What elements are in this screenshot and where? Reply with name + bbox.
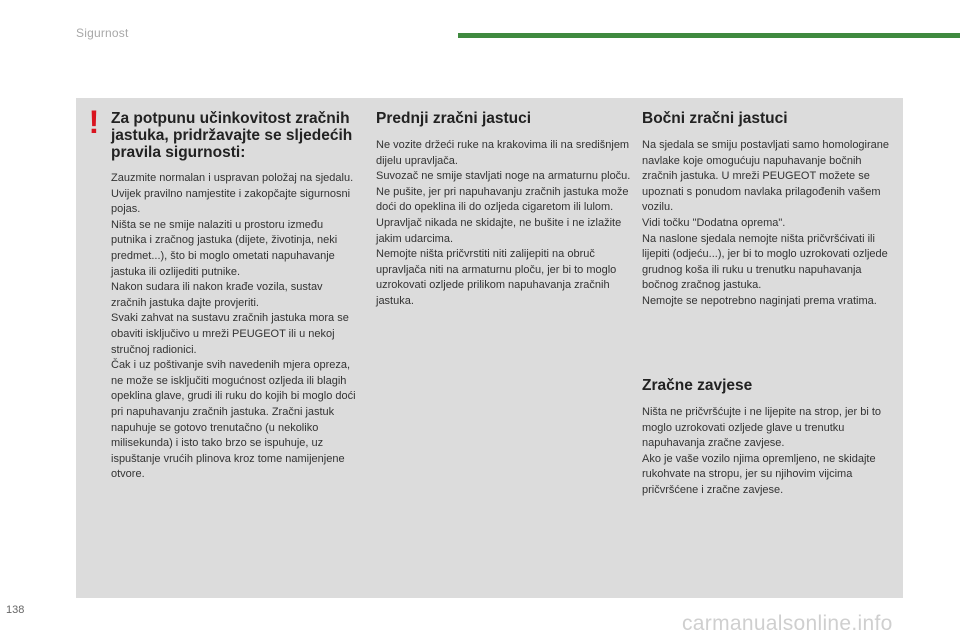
warning-paragraph: Svaki zahvat na sustavu zračnih jastuka mora se obaviti isključivo u mreži PEUGEOT ili u nekoj stručnoj radionici. (111, 312, 349, 356)
exclamation-icon: ! (88, 104, 100, 140)
side-airbags-paragraph: Na sjedala se smiju postavljati samo homologirane navlake koje omogućuju napuhavanje bočnih zračnih jastuka. U mreži PEUGEOT možete se upoznati s ponudom navlaka prilagođenih vašem vozilu. (642, 139, 890, 214)
side-airbags-heading: Bočni zračni jastuci (642, 110, 788, 127)
warning-paragraph: Nakon sudara ili nakon krađe vozila, sustav zračnih jastuka dajte provjeriti. (111, 281, 323, 309)
front-airbags-paragraph: Ne pušite, jer pri napuhavanju zračnih jastuka može doći do opeklina ili do ozljeda cigaretom ili lulom. (376, 185, 629, 214)
warning-paragraph: Zauzmite normalan i uspravan položaj na sjedalu. (111, 172, 354, 184)
warning-paragraph: Ništa se ne smije nalaziti u prostoru između putnika i zračnog jastuka (dijete, životinja, neki predmet...), što bi moglo ometati napuhavanje jastuka ili ozlijediti putnike. (111, 218, 338, 278)
side-airbags-paragraph: Vidi točku "Dodatna oprema". (642, 216, 786, 229)
side-airbags-paragraph: Na naslone sjedala nemojte ništa pričvršćivati ili lijepiti (odjeću...), jer bi to moglo uzrokovati ozljede grudnog koša ili ruku u trenutku napuhavanja bočnog zračnog jastuka. (642, 232, 888, 292)
front-airbags-column (376, 110, 631, 310)
warning-heading: Za potpunu učinkovitost zračnih jastuka, pridržavajte se sljedećih pravila sigurnosti: (111, 110, 353, 161)
front-airbags-paragraph: Upravljač nikada ne skidajte, ne bušite i ne izlažite jakim udarcima. (376, 216, 622, 245)
header-accent-bar (458, 33, 960, 38)
side-airbags-body (642, 138, 897, 310)
warning-paragraph: Uvijek pravilno namjestite i zakopčajte sigurnosni pojas. (111, 187, 351, 216)
front-airbags-paragraph: Ne vozite držeći ruke na krakovima ili na središnjem dijelu upravljača. (376, 139, 630, 167)
warning-paragraph: Čak i uz poštivanje svih navedenih mjera opreza, ne može se isključiti mogućnost ozljeda ili blagih opeklina glave, grudi ili ruku do kojih bi moglo doći pri napuhavanju zračnih jastuka. Zračni jastuk napuhuje se gotovo trenutačno (u nekoliko milisekunda) i isto tako brzo se ispuhuje, uz ispuštanje vrućih plinova kroz tome namijenjene otvore. (111, 359, 356, 481)
front-airbags-paragraph: Suvozač ne smije stavljati noge na armaturnu ploču. (376, 170, 631, 183)
watermark: carmanualsonline.info (682, 612, 893, 635)
front-airbags-paragraph: Nemojte ništa pričvrstiti niti zalijepiti na obruč upravljača niti na armaturnu ploču, jer bi to moglo uzrokovati ozljede prilikom napuhavanja zračnih jastuka. (376, 248, 617, 307)
side-airbags-paragraph: Nemojte se nepotrebno naginjati prema vratima. (642, 294, 877, 307)
front-airbags-body (376, 138, 631, 310)
side-airbags-column (642, 110, 897, 310)
curtain-airbags-heading: Zračne zavjese (642, 377, 753, 394)
warning-column (111, 110, 361, 483)
curtain-airbags-body (642, 405, 897, 499)
warning-body (111, 171, 361, 483)
front-airbags-heading: Prednji zračni jastuci (376, 110, 532, 127)
curtain-airbags-section (642, 377, 897, 499)
curtain-airbags-paragraph: Ako je vaše vozilo njima opremljeno, ne skidajte rukohvate na stropu, jer su njihovim vijcima pričvršćene i zračne zavjese. (642, 452, 876, 496)
page-number: 138 (6, 604, 25, 616)
section-label: Sigurnost (76, 26, 129, 40)
curtain-airbags-paragraph: Ništa ne pričvršćujte i ne lijepite na strop, jer bi to moglo uzrokovati ozljede glave u trenutku napuhavanja zračne zavjese. (642, 406, 882, 450)
